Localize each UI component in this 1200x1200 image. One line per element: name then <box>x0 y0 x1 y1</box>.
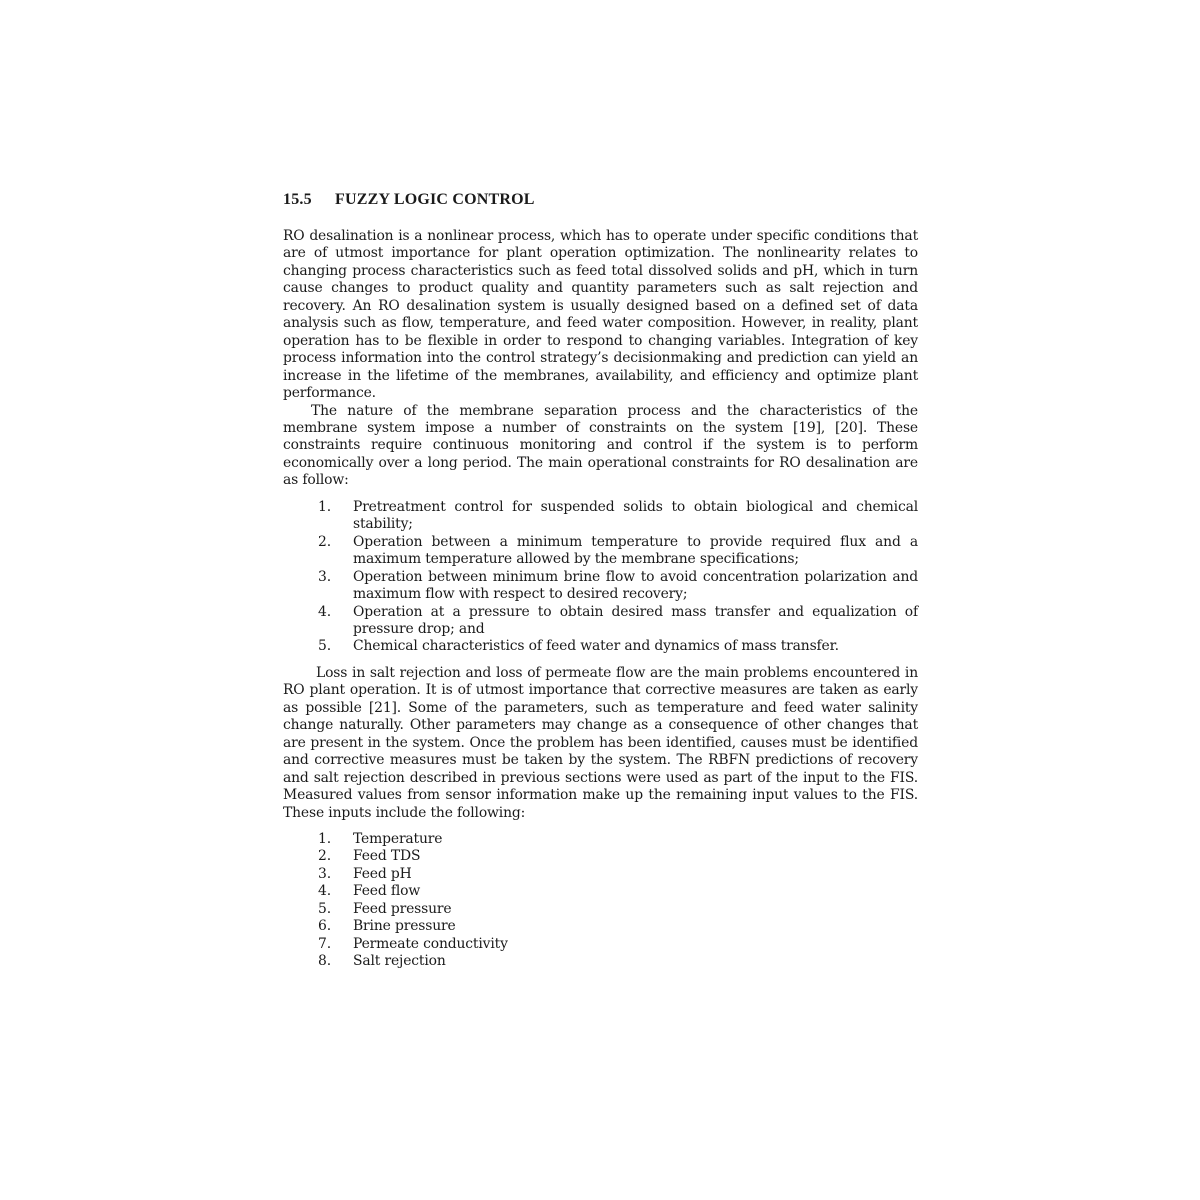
list-marker: 8. <box>318 953 331 970</box>
constraints-list <box>283 499 918 656</box>
list-item-text: Permeate conductivity <box>353 935 508 952</box>
list-marker: 3. <box>318 568 331 585</box>
list-item <box>283 901 918 918</box>
list-item-text: Pretreatment control for suspended solids to obtain biological and chemical stability; <box>353 498 918 533</box>
section-number: 15.5 <box>283 191 312 208</box>
list-item-text: Operation between a minimum temperature to provide required flux and a maximum temperature allowed by the membrane specifications; <box>353 533 918 568</box>
paragraph-constraints-intro: The nature of the membrane separation process and the characteristics of the membrane system impose a number of constraints on the system [19], [20]. These constraints require continuous monitoring and control if the system is to perform economically over a long period. The main operational constraints for RO desalination are as follow: <box>283 402 918 489</box>
list-item <box>283 848 918 865</box>
list-item-text: Chemical characteristics of feed water and dynamics of mass transfer. <box>353 638 839 655</box>
inputs-list <box>283 831 918 971</box>
list-marker: 5. <box>318 900 331 917</box>
document-page <box>283 190 918 980</box>
list-item-text: Brine pressure <box>353 918 456 935</box>
list-item-text: Salt rejection <box>353 953 446 970</box>
list-item-text: Temperature <box>353 830 443 847</box>
list-item <box>283 569 918 604</box>
section-title: FUZZY LOGIC CONTROL <box>335 191 535 208</box>
section-heading <box>283 190 918 210</box>
list-marker: 4. <box>318 883 331 900</box>
list-item <box>283 831 918 848</box>
list-item <box>283 499 918 534</box>
list-marker: 6. <box>318 918 331 935</box>
list-item <box>283 883 918 900</box>
list-marker: 7. <box>318 935 331 952</box>
paragraph-problems: Loss in salt rejection and loss of permeate flow are the main problems encountered in RO plant operation. It is of utmost importance that corrective measures are taken as early as possible [21]. Some of the parameters, such as temperature and feed water salinity change naturally. Other parameters may change as a consequence of other changes that are present in the system. Once the problem has been identified, causes must be identified and corrective measures must be taken by the system. The RBFN predictions of recovery and salt rejection described in previous sections were used as part of the input to the FIS. Measured values from sensor information make up the remaining input values to the FIS. These inputs include the following: <box>283 664 918 821</box>
list-marker: 2. <box>318 533 331 550</box>
list-marker: 1. <box>318 830 331 847</box>
list-item <box>283 953 918 970</box>
list-item-text: Feed TDS <box>353 848 421 865</box>
list-item <box>283 918 918 935</box>
list-item-text: Feed pH <box>353 865 412 882</box>
list-item-text: Operation at a pressure to obtain desired mass transfer and equalization of pressure drop; and <box>353 603 918 637</box>
paragraph-intro: RO desalination is a nonlinear process, which has to operate under specific conditions that are of utmost importance for plant operation optimization. The nonlinearity relates to changing process characteristics such as feed total dissolved solids and pH, which in turn cause changes to product quality and quantity parameters such as salt rejection and recovery. An RO desalination system is usually designed based on a defined set of data analysis such as flow, temperature, and feed water composition. However, in reality, plant operation has to be flexible in order to respond to changing variables. Integration of key process information into the control strategy’s decisionmaking and prediction can yield an increase in the lifetime of the membranes, availability, and efficiency and optimize plant performance. <box>283 228 918 402</box>
list-marker: 1. <box>318 498 331 515</box>
list-item-text: Feed flow <box>353 883 421 900</box>
list-item <box>283 604 918 639</box>
list-marker: 3. <box>318 865 331 882</box>
list-item-text: Feed pressure <box>353 900 452 917</box>
list-marker: 5. <box>318 638 331 655</box>
list-item <box>283 936 918 953</box>
list-item <box>283 638 918 655</box>
list-item-text: Operation between minimum brine flow to avoid concentration polarization and maximum flow with respect to desired recovery; <box>353 568 918 603</box>
list-item <box>283 866 918 883</box>
list-item <box>283 534 918 569</box>
list-marker: 4. <box>318 603 331 620</box>
list-marker: 2. <box>318 848 331 865</box>
